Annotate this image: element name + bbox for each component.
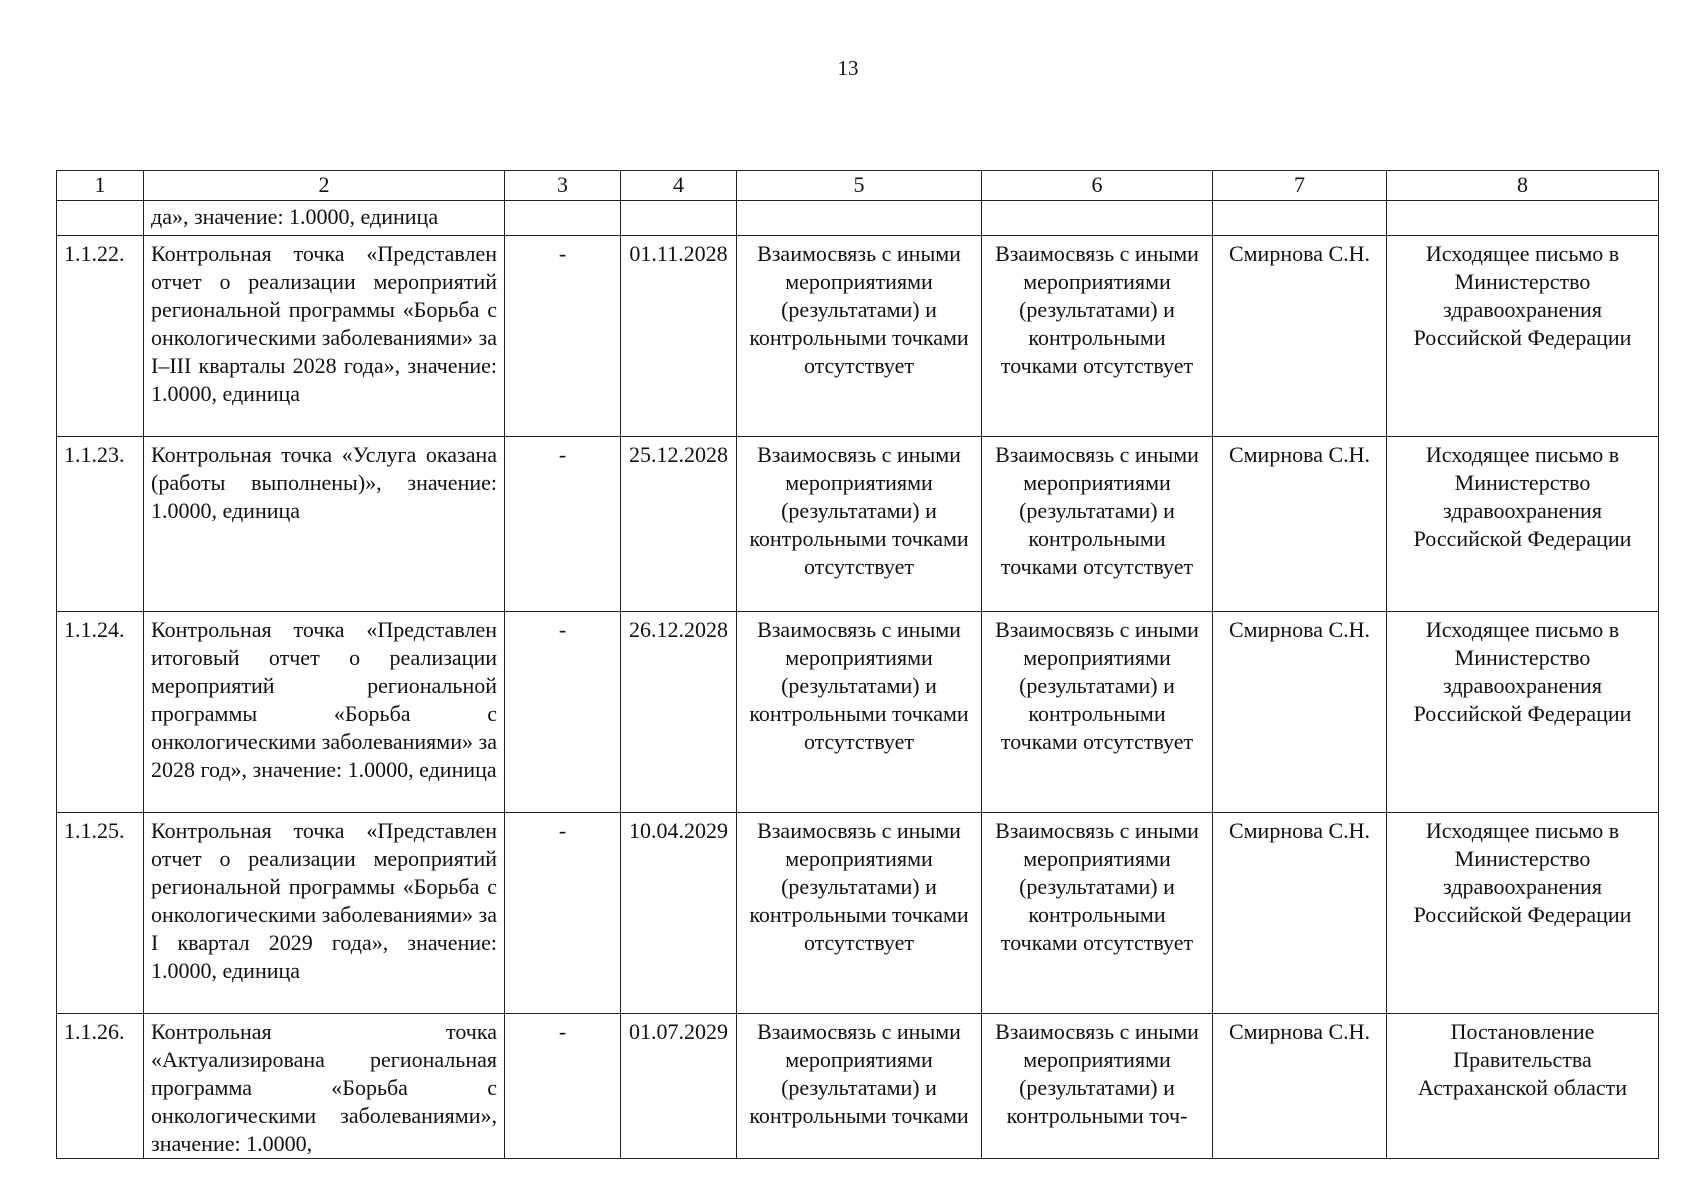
- cell-col3: -: [505, 813, 621, 1014]
- cell-date: 25.12.2028: [621, 437, 737, 612]
- cell-col3: -: [505, 612, 621, 813]
- cell-name: Контрольная точка «Услуга оказана (работы выполнены)», значение: 1.0000, единица: [144, 437, 505, 612]
- cell-name: да», значение: 1.0000, единица: [144, 201, 505, 236]
- cell-responsible: Смирнова С.Н.: [1213, 1014, 1387, 1159]
- cell-date: 10.04.2029: [621, 813, 737, 1014]
- cell-number: 1.1.24.: [57, 612, 144, 813]
- cell-number: 1.1.23.: [57, 437, 144, 612]
- cell-date: 01.11.2028: [621, 236, 737, 437]
- column-header: 2: [144, 171, 505, 201]
- table-row: [57, 813, 1659, 1014]
- table-row: [57, 236, 1659, 437]
- cell-relation-2: Взаимосвязь с иными мероприятиями (результатами) и контрольными точ-: [982, 1014, 1213, 1159]
- column-header: 1: [57, 171, 144, 201]
- cell-responsible: [1213, 201, 1387, 236]
- column-header: 8: [1387, 171, 1659, 201]
- cell-col3: [505, 201, 621, 236]
- cell-relation-1: Взаимосвязь с иными мероприятиями (результатами) и контрольными точками отсутствует: [737, 612, 982, 813]
- cell-relation-2: [982, 201, 1213, 236]
- column-header: 5: [737, 171, 982, 201]
- cell-name: Контрольная точка «Представлен итоговый отчет о реализации мероприятий региональной программы «Борьба с онкологическими заболеваниями» за 2028 год», значение: 1.0000, единица: [144, 612, 505, 813]
- column-number-header-row: [57, 171, 1659, 201]
- cell-responsible: Смирнова С.Н.: [1213, 236, 1387, 437]
- cell-relation-1: Взаимосвязь с иными мероприятиями (результатами) и контрольными точками: [737, 1014, 982, 1159]
- cell-relation-1: Взаимосвязь с иными мероприятиями (результатами) и контрольными точками отсутствует: [737, 813, 982, 1014]
- table-row: [57, 201, 1659, 236]
- cell-relation-2: Взаимосвязь с иными мероприятиями (результатами) и контрольными точками отсутствует: [982, 813, 1213, 1014]
- cell-col3: -: [505, 437, 621, 612]
- cell-col3: -: [505, 1014, 621, 1159]
- column-header: 3: [505, 171, 621, 201]
- cell-number: 1.1.22.: [57, 236, 144, 437]
- cell-document: Исходящее письмо в Министерство здравоохранения Российской Федерации: [1387, 612, 1659, 813]
- table-row: [57, 1014, 1659, 1159]
- cell-responsible: Смирнова С.Н.: [1213, 437, 1387, 612]
- cell-number: [57, 201, 144, 236]
- cell-relation-1: Взаимосвязь с иными мероприятиями (результатами) и контрольными точками отсутствует: [737, 236, 982, 437]
- table-row: [57, 612, 1659, 813]
- cell-col3: -: [505, 236, 621, 437]
- column-header: 4: [621, 171, 737, 201]
- cell-number: 1.1.26.: [57, 1014, 144, 1159]
- control-points-table: [56, 170, 1659, 1159]
- cell-document: Исходящее письмо в Министерство здравоохранения Российской Федерации: [1387, 437, 1659, 612]
- cell-document: Исходящее письмо в Министерство здравоохранения Российской Федерации: [1387, 236, 1659, 437]
- cell-responsible: Смирнова С.Н.: [1213, 813, 1387, 1014]
- cell-relation-2: Взаимосвязь с иными мероприятиями (результатами) и контрольными точками отсутствует: [982, 236, 1213, 437]
- cell-document: [1387, 201, 1659, 236]
- cell-responsible: Смирнова С.Н.: [1213, 612, 1387, 813]
- cell-date: 01.07.2029: [621, 1014, 737, 1159]
- cell-document: Постановление Правительства Астраханской области: [1387, 1014, 1659, 1159]
- cell-relation-1: [737, 201, 982, 236]
- cell-name: Контрольная точка «Представлен отчет о реализации мероприятий региональной программы «Борьба с онкологическими заболеваниями» за I квартал 2029 года», значение: 1.0000, единица: [144, 813, 505, 1014]
- cell-number: 1.1.25.: [57, 813, 144, 1014]
- page-number: 13: [837, 56, 859, 80]
- column-header: 6: [982, 171, 1213, 201]
- cell-document: Исходящее письмо в Министерство здравоохранения Российской Федерации: [1387, 813, 1659, 1014]
- cell-relation-2: Взаимосвязь с иными мероприятиями (результатами) и контрольными точками отсутствует: [982, 612, 1213, 813]
- cell-date: 26.12.2028: [621, 612, 737, 813]
- cell-name: Контрольная точка «Актуализирована региональная программа «Борьба с онкологическими заболеваниями», значение: 1.0000,: [144, 1014, 505, 1159]
- table-row: [57, 437, 1659, 612]
- cell-relation-1: Взаимосвязь с иными мероприятиями (результатами) и контрольными точками отсутствует: [737, 437, 982, 612]
- cell-name: Контрольная точка «Представлен отчет о реализации мероприятий региональной программы «Борьба с онкологическими заболеваниями» за I–III кварталы 2028 года», значение: 1.0000, единица: [144, 236, 505, 437]
- cell-relation-2: Взаимосвязь с иными мероприятиями (результатами) и контрольными точками отсутствует: [982, 437, 1213, 612]
- cell-date: [621, 201, 737, 236]
- column-header: 7: [1213, 171, 1387, 201]
